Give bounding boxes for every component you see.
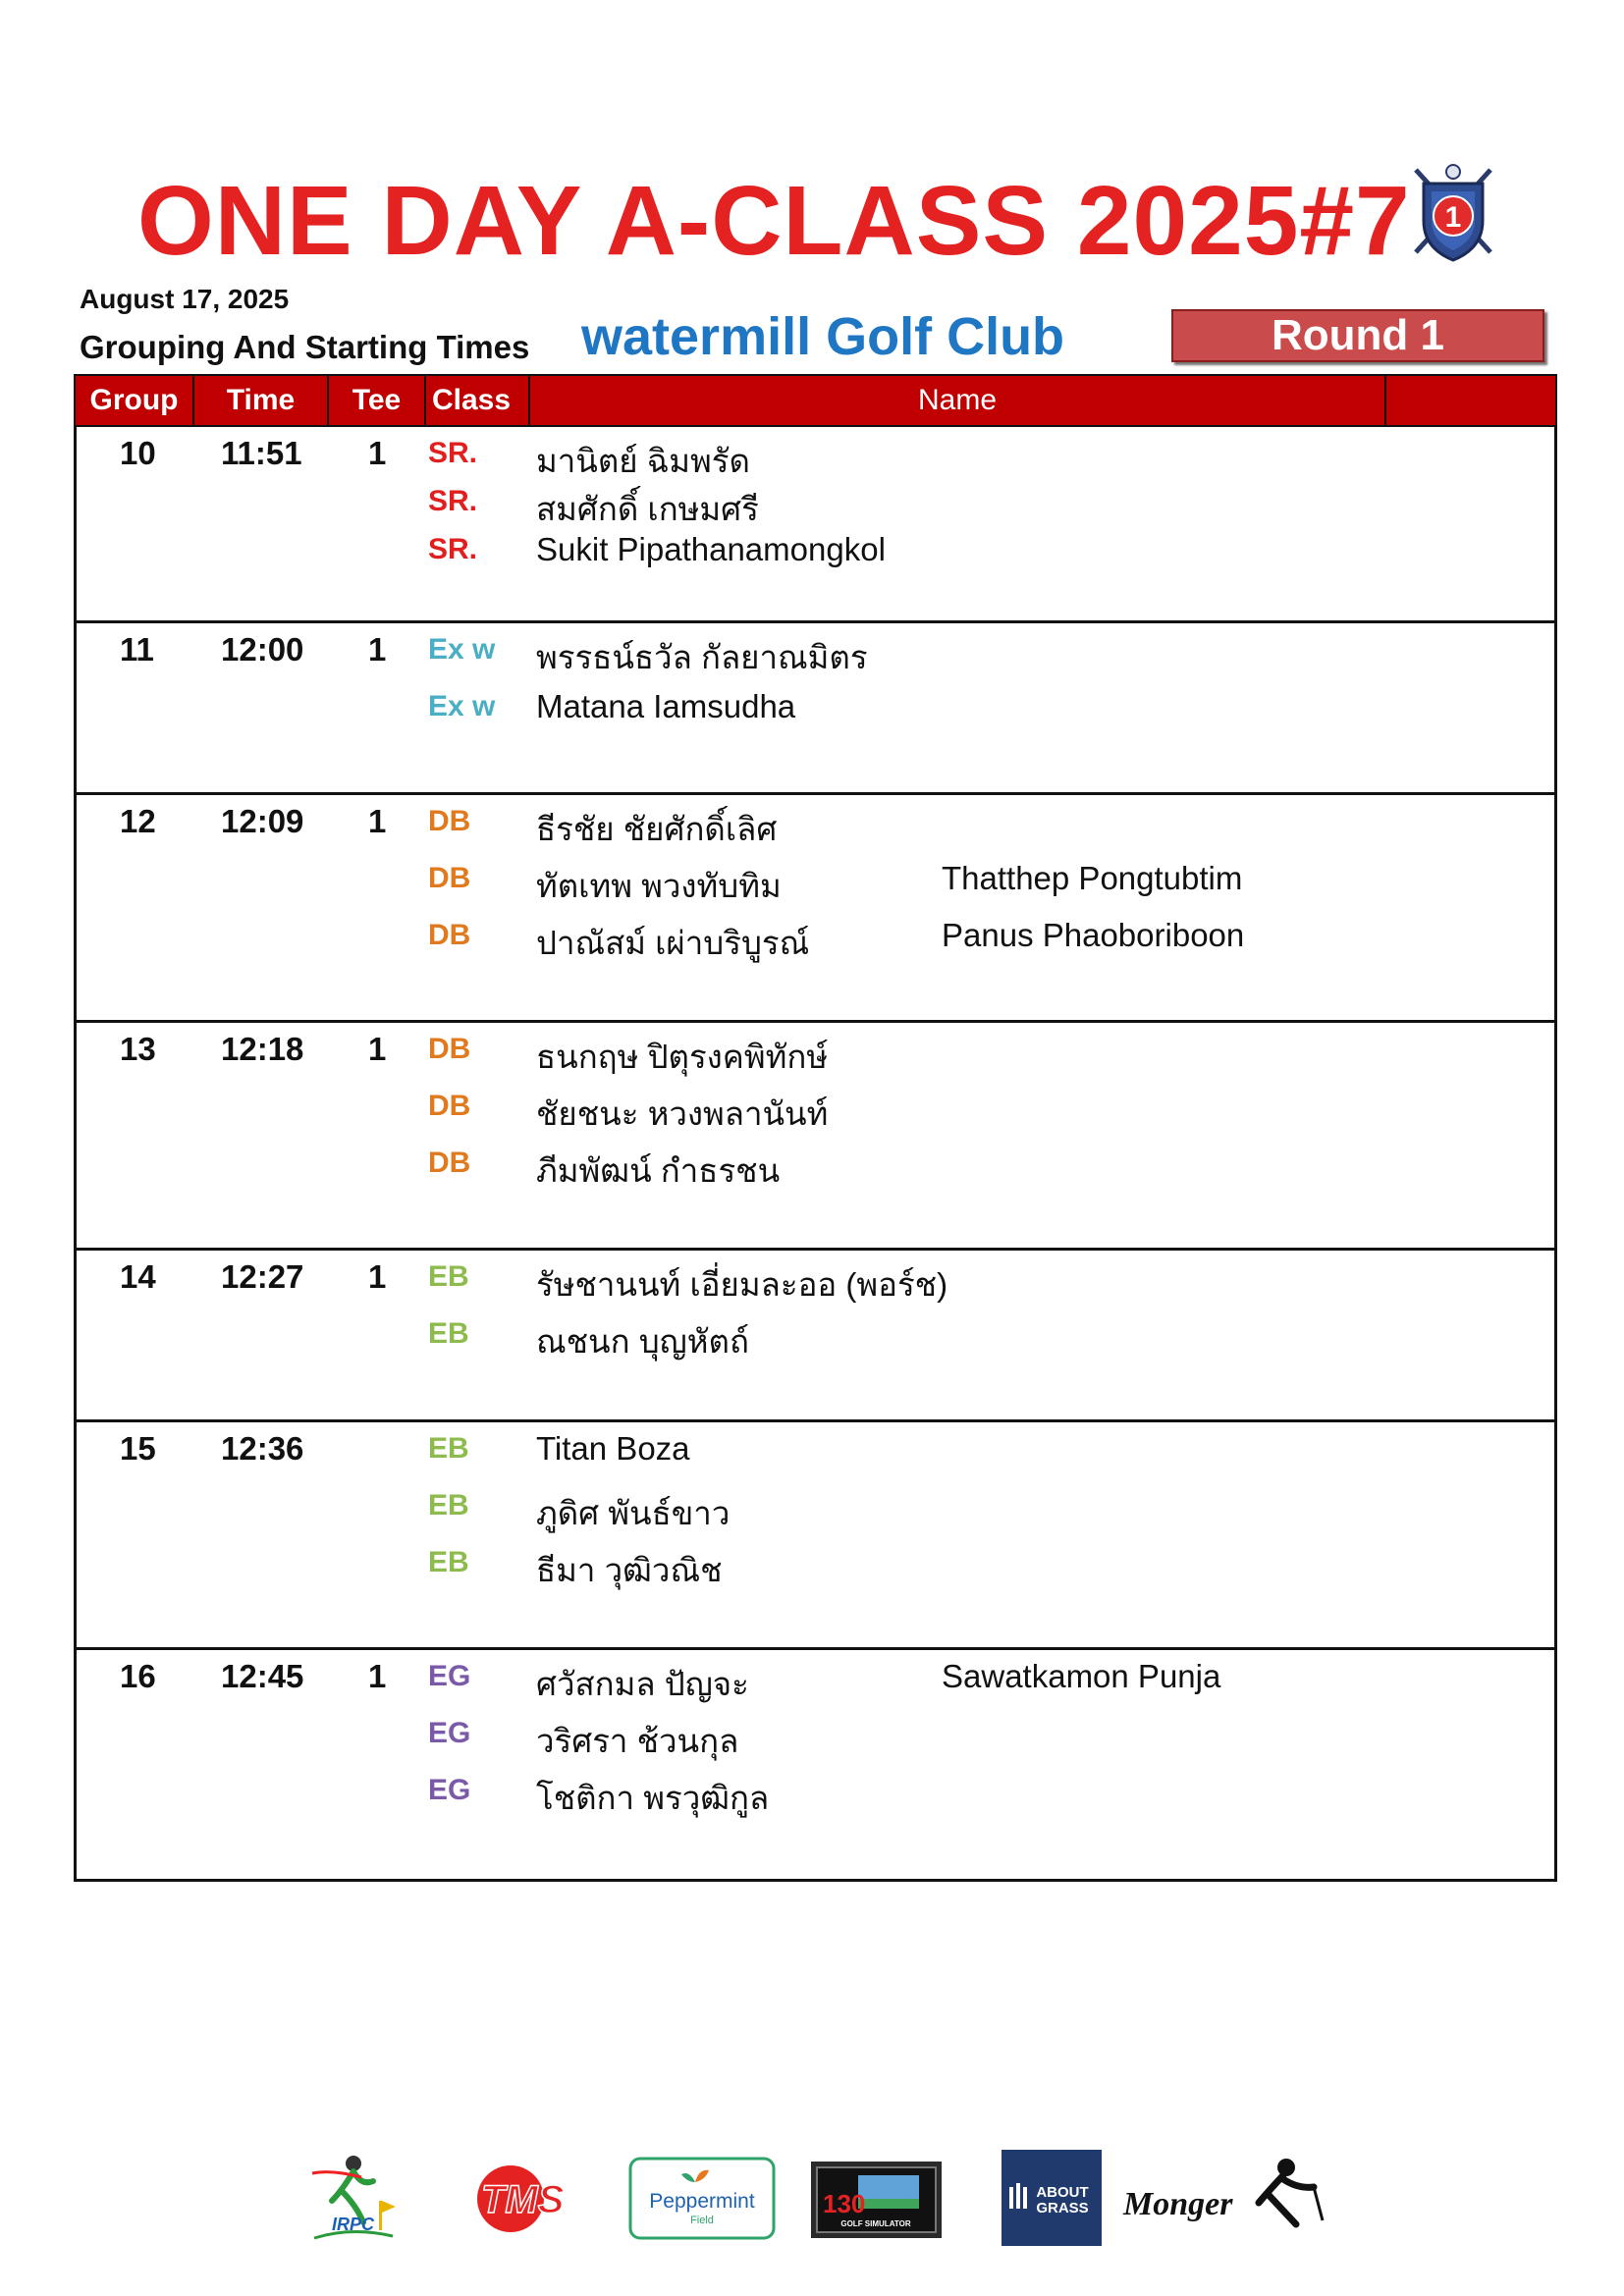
svg-text:130: 130 — [823, 2189, 866, 2218]
player-class: EB — [428, 1260, 469, 1293]
player-name: มานิตย์ ฉิมพรัด — [536, 443, 750, 479]
round-badge: Round 1 — [1171, 309, 1544, 362]
player-name: ณชนก บุญหัตถ์ — [536, 1323, 749, 1360]
column-header-tee: Tee — [329, 376, 426, 425]
player-name: โชติกา พรวุฒิกูล — [536, 1780, 770, 1816]
column-header-extra — [1386, 376, 1555, 425]
player-class: DB — [428, 805, 471, 837]
group-number: 15 — [120, 1430, 156, 1467]
player-class: EG — [428, 1774, 471, 1806]
player-class: SR. — [428, 533, 478, 565]
player-class: DB — [428, 862, 471, 894]
svg-text:GRASS: GRASS — [1036, 2200, 1089, 2216]
player-name: ธนกฤษ ปิตุรงคพิทักษ์ — [536, 1039, 829, 1075]
tee-time: 12:27 — [221, 1258, 304, 1295]
svg-text:Peppermint: Peppermint — [649, 2190, 755, 2213]
tee-time: 12:45 — [221, 1658, 304, 1694]
player-name: ศวัสกมล ปัญจะ — [536, 1666, 749, 1702]
svg-text:ABOUT: ABOUT — [1036, 2184, 1089, 2201]
player-name: Matana Iamsudha — [536, 688, 796, 724]
player-name: Titan Boza — [536, 1430, 690, 1467]
svg-text:Monger: Monger — [1123, 2186, 1233, 2222]
irpc-logo-icon — [302, 2152, 401, 2245]
player-name: ชัยชนะ หวงพลานันท์ — [536, 1095, 829, 1132]
player-class: EB — [428, 1546, 469, 1578]
player-class: EB — [428, 1432, 469, 1465]
player-name: พรรธน์ธวัล กัลยาณมิตร — [536, 639, 868, 675]
one-day-a-class-crest-icon — [1404, 162, 1502, 265]
player-name: ธีมา วุฒิวณิช — [536, 1552, 723, 1588]
golf-simulator-logo-icon — [811, 2162, 942, 2238]
svg-text:1: 1 — [1444, 201, 1462, 234]
player-name: วริศรา ช้วนกุล — [536, 1723, 739, 1759]
player-class: DB — [428, 919, 471, 951]
tee-number: 1 — [368, 435, 387, 471]
player-class: SR. — [428, 485, 478, 517]
event-title: ONE DAY A-CLASS 2025#7 — [137, 166, 1411, 276]
tee-number: 1 — [368, 803, 387, 839]
svg-text:GOLF SIMULATOR: GOLF SIMULATOR — [840, 2219, 911, 2228]
tee-number: 1 — [368, 1031, 387, 1067]
column-header-time: Time — [194, 376, 329, 425]
sponsor-logos — [0, 2140, 1624, 2258]
player-class: EG — [428, 1717, 471, 1749]
grouping-table — [74, 427, 1557, 1882]
club-name: watermill Golf Club — [581, 307, 1065, 366]
player-name: รัษชานนท์ เอี่ยมละออ (พอร์ช) — [536, 1266, 948, 1303]
page-subtitle: Grouping And Starting Times — [80, 329, 530, 365]
player-class: EB — [428, 1489, 469, 1522]
player-class: DB — [428, 1090, 471, 1122]
player-name: ปาณัสม์ เผ่าบริบูรณ์ — [536, 925, 810, 961]
about-grass-logo-icon — [1001, 2150, 1102, 2246]
group-block — [77, 1422, 1554, 1650]
group-number: 14 — [120, 1258, 156, 1295]
group-block — [77, 1251, 1554, 1422]
tee-time: 12:00 — [221, 631, 304, 667]
group-block — [77, 427, 1554, 623]
tee-time: 12:36 — [221, 1430, 304, 1467]
group-number: 10 — [120, 435, 156, 471]
player-class: Ex w — [428, 633, 496, 666]
player-name: ภีมพัฒน์ กำธรชน — [536, 1152, 781, 1189]
player-class: DB — [428, 1033, 471, 1065]
group-number: 16 — [120, 1658, 156, 1694]
monger-logo-icon — [1121, 2152, 1337, 2240]
peppermint-field-logo-icon — [628, 2157, 776, 2240]
svg-text:Field: Field — [690, 2215, 714, 2226]
column-header-class: Class — [426, 376, 530, 425]
player-name: Sukit Pipathanamongkol — [536, 531, 886, 567]
player-name: สมศักดิ์ เกษมศรี — [536, 491, 759, 527]
player-name: ธีรชัย ชัยศักดิ์เลิศ — [536, 811, 778, 847]
tee-time: 12:18 — [221, 1031, 304, 1067]
tee-time: 12:09 — [221, 803, 304, 839]
group-block — [77, 623, 1554, 795]
svg-text:IRPC: IRPC — [332, 2215, 375, 2234]
group-block — [77, 1023, 1554, 1251]
group-number: 11 — [120, 631, 154, 667]
player-name-english: Sawatkamon Punja — [942, 1658, 1221, 1694]
column-header-group: Group — [76, 376, 194, 425]
player-class: DB — [428, 1147, 471, 1179]
player-name-english: Panus Phaoboriboon — [942, 917, 1245, 953]
tee-number: 1 — [368, 1658, 387, 1694]
svg-text:TMS: TMS — [481, 2178, 565, 2221]
event-date: August 17, 2025 — [80, 284, 290, 314]
player-name: ภูดิศ พันธ์ขาว — [536, 1495, 731, 1531]
player-name-english: Thatthep Pongtubtim — [942, 860, 1243, 896]
player-class: SR. — [428, 437, 478, 469]
tee-number: 1 — [368, 1258, 387, 1295]
player-class: EG — [428, 1660, 471, 1692]
player-name: ทัตเทพ พวงทับทิม — [536, 868, 782, 904]
player-class: EB — [428, 1317, 469, 1350]
group-number: 13 — [120, 1031, 156, 1067]
group-block — [77, 1650, 1554, 1879]
group-block — [77, 795, 1554, 1023]
player-class: Ex w — [428, 690, 496, 722]
tee-time: 11:51 — [221, 435, 302, 471]
tee-number: 1 — [368, 631, 387, 667]
tms-logo-icon — [471, 2160, 579, 2238]
column-header-name: Name — [530, 376, 1386, 425]
table-header — [74, 374, 1557, 427]
group-number: 12 — [120, 803, 156, 839]
